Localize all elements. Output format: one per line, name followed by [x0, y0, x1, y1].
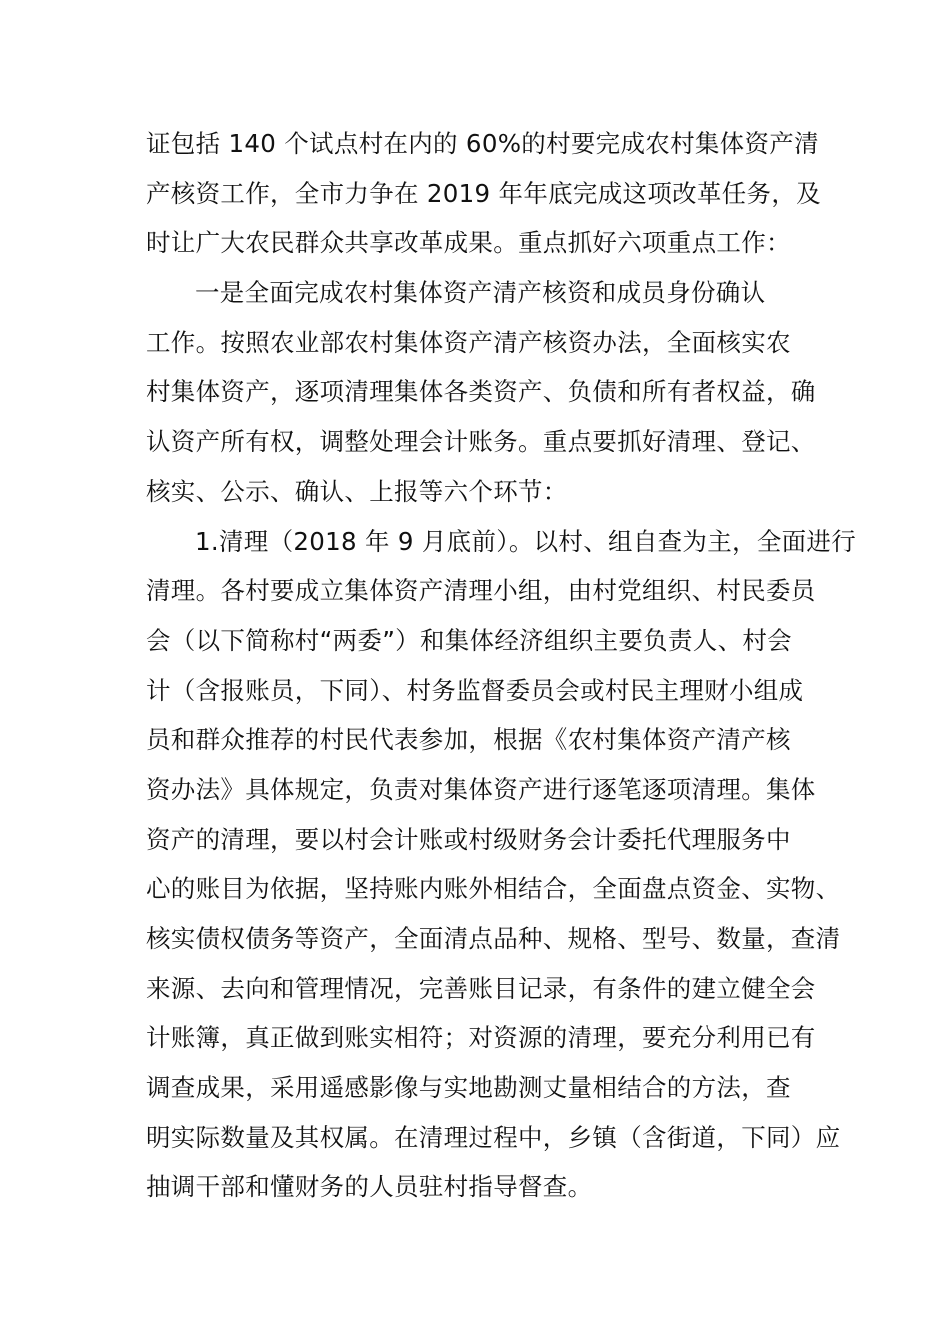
text-line: 资办法》具体规定，负责对集体资产进行逐笔逐项清理。集体	[146, 774, 816, 804]
text-line: 员和群众推荐的村民代表参加，根据《农村集体资产清产核	[146, 725, 791, 755]
text-line: 核实债权债务等资产，全面清点品种、规格、型号、数量，查清	[146, 924, 841, 953]
text-line: 会（以下简称村“两委”）和集体经济组织主要负责人、村会	[146, 625, 792, 655]
text-line: 计账簿，真正做到账实相符；对资源的清理，要充分利用已有	[146, 1023, 816, 1053]
text-line: 产核资工作，全市力争在 2019 年年底完成这项改革任务，及	[146, 178, 821, 208]
text-line: 村集体资产，逐项清理集体各类资产、负债和所有者权益，确	[146, 377, 816, 407]
text-line: 资产的清理，要以村会计账或村级财务会计委托代理服务中	[146, 824, 791, 854]
text-line: 核实、公示、确认、上报等六个环节：	[146, 476, 568, 506]
text-line: 认资产所有权，调整处理会计账务。重点要抓好清理、登记、	[146, 427, 816, 457]
text-line: 清理。各村要成立集体资产清理小组，由村党组织、村民委员	[146, 576, 816, 606]
text-line: 来源、去向和管理情况，完善账目记录，有条件的建立健全会	[146, 973, 816, 1003]
text-line: 抽调干部和懂财务的人员驻村指导督查。	[146, 1172, 593, 1202]
text-line: 明实际数量及其权属。在清理过程中，乡镇（含街道，下同）应	[146, 1122, 841, 1152]
text-line: 调查成果，采用遥感影像与实地勘测丈量相结合的方法，查	[146, 1073, 791, 1103]
text-line: 计（含报账员，下同）、村务监督委员会或村民主理财小组成	[146, 675, 804, 705]
text-line: 心的账目为依据，坚持账内账外相结合，全面盘点资金、实物、	[146, 874, 841, 904]
paragraph-first-line: 一是全面完成农村集体资产清产核资和成员身份确认	[195, 278, 766, 308]
paragraph-first-line: 1.清理（2018 年 9 月底前）。以村、组自查为主，全面进行	[195, 526, 857, 556]
body-text	[146, 119, 857, 1212]
text-line: 时让广大农民群众共享改革成果。重点抓好六项重点工作：	[146, 228, 791, 258]
text-line: 工作。按照农业部农村集体资产清产核资办法，全面核实农	[146, 327, 791, 357]
text-line: 证包括 140 个试点村在内的 60%的村要完成农村集体资产清	[146, 129, 819, 158]
